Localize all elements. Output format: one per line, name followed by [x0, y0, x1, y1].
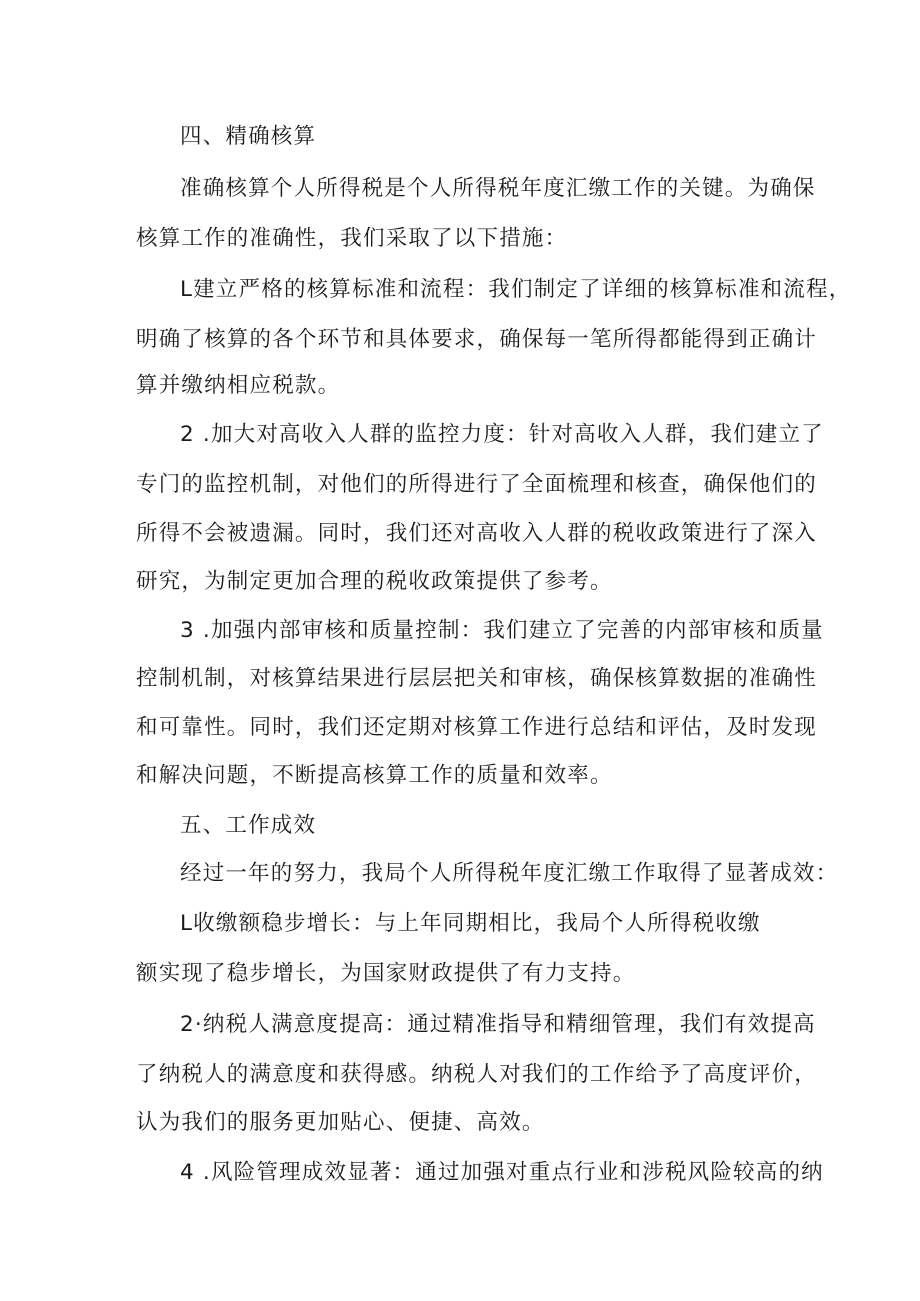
list-item-line: 控制机制，对核算结果进行层层把关和审核，确保核算数据的准确性	[136, 666, 818, 691]
paragraph-line: 核算工作的准确性，我们采取了以下措施：	[136, 226, 568, 251]
list-item-line: 2·纳税人满意度提高：通过精准指导和精细管理，我们有效提高	[180, 1012, 816, 1037]
list-item-line: 算并缴纳相应税款。	[136, 373, 341, 398]
list-item-line: L建立严格的核算标准和流程：我们制定了详细的核算标准和流程，	[180, 277, 852, 302]
paragraph-line: 准确核算个人所得税是个人所得税年度汇缴工作的关键。为确保	[180, 176, 816, 201]
paragraph-line: 经过一年的努力，我局个人所得税年度汇缴工作取得了显著成效：	[180, 861, 839, 886]
list-item-line: 认为我们的服务更加贴心、便捷、高效。	[136, 1110, 545, 1135]
list-item-line: 专门的监控机制，对他们的所得进行了全面梳理和核查，确保他们的	[136, 472, 818, 497]
list-item-line: 和可靠性。同时，我们还定期对核算工作进行总结和评估，及时发现	[136, 715, 818, 740]
list-item-line: 明确了核算的各个环节和具体要求，确保每一笔所得都能得到正确计	[136, 327, 818, 352]
list-item-line: 2 .加大对高收入人群的监控力度：针对高收入人群，我们建立了	[180, 422, 824, 447]
list-item-line: L收缴额稳步增长：与上年同期相比，我局个人所得税收缴	[180, 911, 761, 936]
list-item-line: 了纳税人的满意度和获得感。纳税人对我们的工作给予了高度评价，	[136, 1062, 818, 1087]
section-heading-4: 四、精确核算	[180, 124, 317, 149]
list-item-line: 所得不会被遗漏。同时，我们还对高收入人群的税收政策进行了深入	[136, 521, 818, 546]
list-item-line: 研究，为制定更加合理的税收政策提供了参考。	[136, 569, 613, 594]
list-item-line: 3 .加强内部审核和质量控制：我们建立了完善的内部审核和质量	[180, 618, 824, 643]
list-item-line: 额实现了稳步增长，为国家财政提供了有力支持。	[136, 961, 636, 986]
section-heading-5: 五、工作成效	[180, 813, 317, 838]
list-item-line: 和解决问题，不断提高核算工作的质量和效率。	[136, 763, 613, 788]
list-item-line: 4 .风险管理成效显著：通过加强对重点行业和涉税风险较高的纳	[180, 1160, 824, 1185]
